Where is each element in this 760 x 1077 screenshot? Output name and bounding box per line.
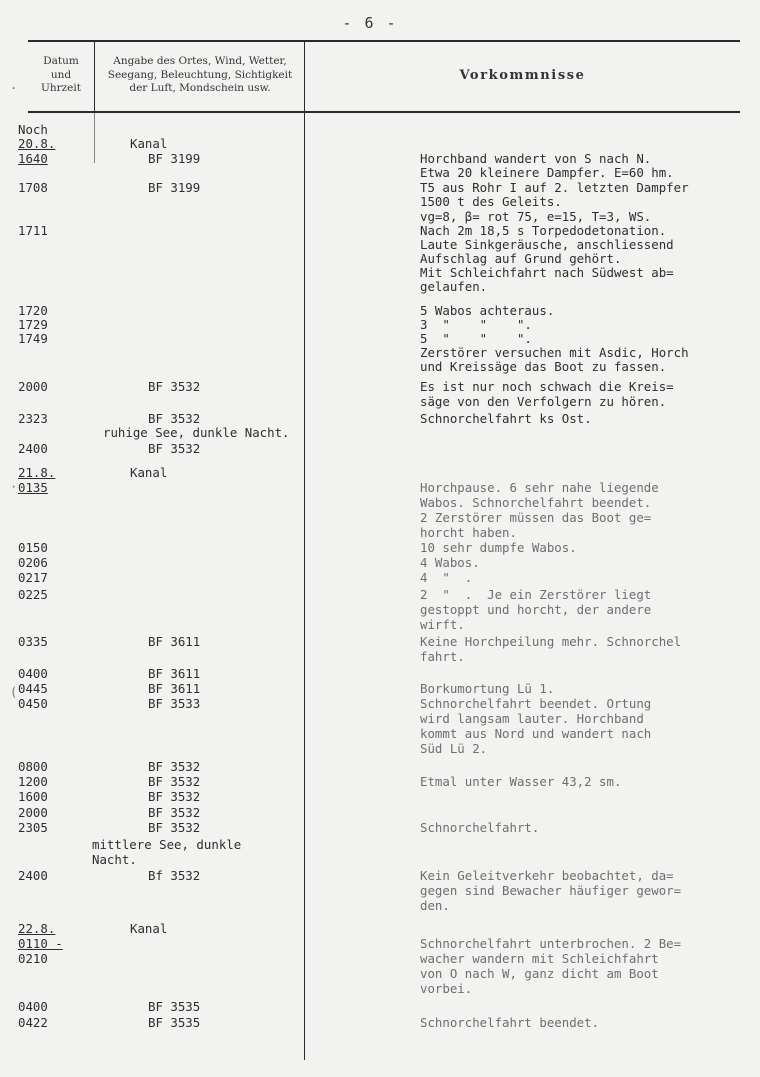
entry-text: gelaufen. [420,279,488,294]
entry-text: gegen sind Bewacher häufiger gewor= [420,883,682,898]
entry-text: vorbei. [420,981,473,996]
entry-time: 0450 [18,696,48,711]
entry-text: fahrt. [420,649,465,664]
entry-text: Kein Geleitverkehr beobachtet, da= [420,868,674,883]
entry-text: Wabos. Schnorchelfahrt beendet. [420,495,652,510]
entry-location: BF 3199 [148,180,201,195]
entry-time: 2400 [18,868,48,883]
entry-location: BF 3611 [148,666,201,681]
entry-text: 10 sehr dumpfe Wabos. [420,540,577,555]
entry-text: wirft. [420,617,465,632]
entry-time: 20.8. [18,136,56,151]
entry-text: vg=8, β= rot 75, e=15, T=3, WS. [420,209,652,224]
entry-time: 1711 [18,223,48,238]
entry-location: BF 3532 [148,441,201,456]
entry-text: 4 Wabos. [420,555,480,570]
header-ort-line: Angabe des Ortes, Wind, Wetter, [113,55,287,67]
entry-location: BF 3533 [148,696,201,711]
entry-time: 0135 [18,480,48,495]
header-datum-line: Uhrzeit [41,82,81,94]
entry-time: Noch [18,122,48,137]
entry-location: BF 3532 [148,759,201,774]
entry-text: Horchband wandert von S nach N. [420,151,652,166]
entry-time: 2305 [18,820,48,835]
header-ort-line: der Luft, Mondschein usw. [129,82,271,94]
entry-text: 5 Wabos achteraus. [420,303,555,318]
entry-text: 5 " " ". [420,331,532,346]
margin-dot: · [10,480,18,494]
entry-location: BF 3611 [148,681,201,696]
entry-text: 2 Zerstörer müssen das Boot ge= [420,510,652,525]
entry-text: und Kreissäge das Boot zu fassen. [420,359,667,374]
column-divider-2 [304,40,305,1060]
entry-text: Keine Horchpeilung mehr. Schnorchel [420,634,682,649]
header-datum [28,55,94,96]
entry-time: 0225 [18,587,48,602]
entry-text: von O nach W, ganz dicht am Boot [420,966,659,981]
entry-text: Nach 2m 18,5 s Torpedodetonation. [420,223,667,238]
entry-text: T5 aus Rohr I auf 2. letzten Dampfer [420,180,689,195]
entry-location: Nacht. [92,852,137,867]
entry-text: kommt aus Nord und wandert nach [420,726,652,741]
entry-text: Mit Schleichfahrt nach Südwest ab= [420,265,674,280]
body-left-rule [94,113,95,163]
entry-text: Horchpause. 6 sehr nahe liegende [420,480,659,495]
entry-text: horcht haben. [420,525,517,540]
entry-location: BF 3535 [148,1015,201,1030]
entry-time: 1749 [18,331,48,346]
margin-dot: ( [10,685,18,699]
entry-text: Schnorchelfahrt unterbrochen. 2 Be= [420,936,682,951]
entry-location: BF 3532 [148,820,201,835]
entry-time: 0206 [18,555,48,570]
entry-text: Etwa 20 kleinere Dampfer. E=60 hm. [420,165,674,180]
entry-text: gestoppt und horcht, der andere [420,602,652,617]
entry-time: 1729 [18,317,48,332]
entry-text: säge von den Verfolgern zu hören. [420,394,667,409]
entry-location: BF 3532 [148,774,201,789]
entry-text: Schnorchelfahrt. [420,820,540,835]
entry-time: 0217 [18,570,48,585]
entry-time: 2400 [18,441,48,456]
entry-text: 3 " " ". [420,317,532,332]
entry-text: 1500 t des Geleits. [420,194,562,209]
entry-location: BF 3535 [148,999,201,1014]
entry-time: 22.8. [18,921,56,936]
column-divider-1 [94,40,95,113]
entry-location: Bf 3532 [148,868,201,883]
entry-text: Schnorchelfahrt beendet. Ortung [420,696,652,711]
entry-time: 0150 [18,540,48,555]
entry-time: 2000 [18,379,48,394]
header-datum-line: Datum [43,55,79,67]
entry-location: BF 3611 [148,634,201,649]
entry-time: 0400 [18,999,48,1014]
page-number: - 6 - [342,14,398,32]
entry-location: mittlere See, dunkle [92,837,242,852]
entry-location: BF 3532 [148,789,201,804]
entry-text: Etmal unter Wasser 43,2 sm. [420,774,622,789]
entry-text: den. [420,898,450,913]
entry-time: 1600 [18,789,48,804]
entry-time: 0400 [18,666,48,681]
entry-location: BF 3532 [148,379,201,394]
entry-text: Schnorchelfahrt ks Ost. [420,411,592,426]
entry-location: BF 3532 [148,411,201,426]
entry-text: 2 " . Je ein Zerstörer liegt [420,587,652,602]
entry-text: 4 " . [420,570,473,585]
entry-time: 1708 [18,180,48,195]
entry-text: Süd Lü 2. [420,741,488,756]
entry-time: 0800 [18,759,48,774]
entry-time: 0335 [18,634,48,649]
header-top-rule [28,40,740,42]
header-datum-line: und [50,68,72,81]
entry-location: ruhige See, dunkle Nacht. [103,425,290,440]
entry-time: 0422 [18,1015,48,1030]
entry-time: 0210 [18,951,48,966]
header-ort [96,55,304,96]
entry-location: Kanal [130,921,168,936]
entry-time: 1640 [18,151,48,166]
header-vorkommnisse: Vorkommnisse [459,68,586,83]
entry-location: Kanal [130,465,168,480]
entry-time: 2000 [18,805,48,820]
entry-text: Aufschlag auf Grund gehört. [420,251,622,266]
entry-time: 21.8. [18,465,56,480]
entry-text: Es ist nur noch schwach die Kreis= [420,379,674,394]
entry-text: wird langsam lauter. Horchband [420,711,644,726]
entry-location: Kanal [130,136,168,151]
entry-time: 0110 - [18,936,63,951]
entry-text: Schnorchelfahrt beendet. [420,1015,600,1030]
entry-time: 1200 [18,774,48,789]
margin-dot: . [10,78,18,92]
entry-text: Borkumortung Lü 1. [420,681,555,696]
entry-location: BF 3199 [148,151,201,166]
header-bottom-rule [28,111,740,113]
entry-text: Laute Sinkgeräusche, anschliessend [420,237,674,252]
entry-text: wacher wandern mit Schleichfahrt [420,951,659,966]
entry-time: 0445 [18,681,48,696]
entry-time: 1720 [18,303,48,318]
entry-time: 2323 [18,411,48,426]
entry-text: Zerstörer versuchen mit Asdic, Horch [420,345,689,360]
entry-location: BF 3532 [148,805,201,820]
header-ort-line: Seegang, Beleuchtung, Sichtigkeit [107,68,293,81]
